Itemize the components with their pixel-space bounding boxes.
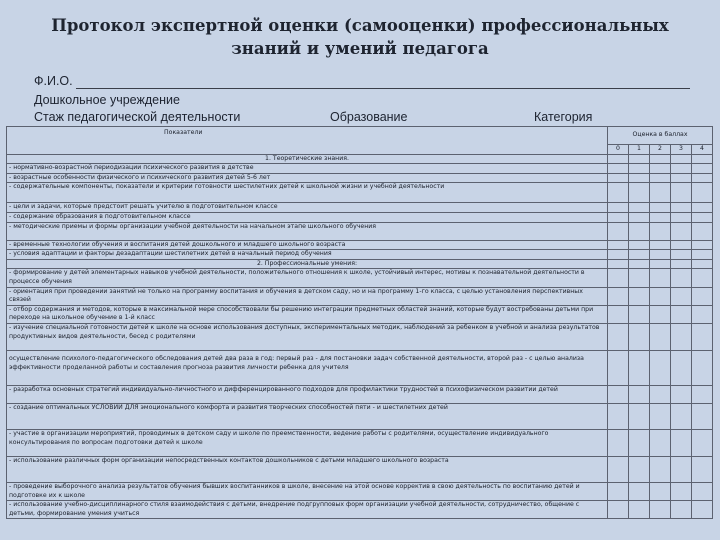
table-row — [7, 385, 713, 403]
score-cell[interactable] — [608, 403, 629, 429]
score-cell[interactable] — [650, 154, 671, 164]
score-cell[interactable] — [671, 183, 692, 203]
score-cell[interactable] — [629, 287, 650, 305]
indicators-header: Показатели — [7, 127, 608, 155]
score-cell[interactable] — [692, 154, 713, 164]
score-value-1: 1 — [629, 145, 650, 155]
indicator-cell: - отбор содержания и методов, которые в максимальной мере способствовали бы решению интеграции предметных областей знаний, которые будут востребованы детьми при переходе на школьное обучение в 1-й класс — [7, 305, 608, 323]
indicator-cell: - условия адаптации и факторы дезадаптации шестилетних детей в начальный период обучения — [7, 250, 608, 260]
score-cell[interactable] — [671, 240, 692, 250]
score-cell[interactable] — [608, 203, 629, 213]
score-cell[interactable] — [629, 164, 650, 174]
indicator-cell: - содержание образования в подготовительном классе — [7, 212, 608, 222]
education-label: Образование — [330, 110, 408, 124]
score-cell[interactable] — [671, 250, 692, 260]
score-cell[interactable] — [629, 154, 650, 164]
score-cell[interactable] — [650, 183, 671, 203]
indicator-cell: - проведение выборочного анализа результатов обучения бывших воспитанников в школе, внесение на этой основе корректив в свою деятельность по воспитанию детей и подготовке их к школе — [7, 482, 608, 500]
assessment-table — [6, 126, 713, 519]
score-cell[interactable] — [608, 173, 629, 183]
score-cell[interactable] — [650, 305, 671, 323]
score-cell[interactable] — [608, 222, 629, 240]
indicator-cell: - изучение специальной готовности детей к школе на основе использования доступных, экспериментальных методик, наблюдений за ребенком в учебной и анализа результатов продуктивных видов деятельности, бесед с родителями — [7, 323, 608, 350]
score-cell[interactable] — [629, 212, 650, 222]
score-cell[interactable] — [629, 259, 650, 269]
score-cell[interactable] — [671, 350, 692, 385]
score-cell[interactable] — [629, 173, 650, 183]
score-cell[interactable] — [608, 154, 629, 164]
score-value-0: 0 — [608, 145, 629, 155]
fio-underline — [76, 88, 690, 89]
score-cell[interactable] — [608, 323, 629, 350]
score-cell[interactable] — [692, 173, 713, 183]
score-value-2: 2 — [650, 145, 671, 155]
score-cell[interactable] — [692, 287, 713, 305]
score-cell[interactable] — [671, 482, 692, 500]
indicator-cell: - содержательные компоненты, показатели и критерии готовности шестилетних детей к школьной жизни и учебной деятельности — [7, 183, 608, 203]
score-cell[interactable] — [629, 501, 650, 519]
score-cell[interactable] — [629, 429, 650, 456]
score-cell[interactable] — [650, 350, 671, 385]
score-cell[interactable] — [650, 164, 671, 174]
indicator-cell: - ориентация при проведении занятий не только на программу воспитания и обучения в детском саду, но и на программу 1-го класса, с целью установления перспективных связей — [7, 287, 608, 305]
score-cell[interactable] — [608, 501, 629, 519]
score-cell[interactable] — [608, 212, 629, 222]
score-cell[interactable] — [629, 323, 650, 350]
score-cell[interactable] — [608, 259, 629, 269]
table-row — [7, 203, 713, 213]
indicator-cell: - методические приемы и формы организации учебной деятельности на начальном этапе школьного обучения — [7, 222, 608, 240]
indicator-cell: - разработка основных стратегий индивидуально-личностного и дифференцированного подходов для профилактики трудностей в психофизическом развитии детей — [7, 385, 608, 403]
score-cell[interactable] — [608, 250, 629, 260]
table-row — [7, 269, 713, 287]
table-row — [7, 164, 713, 174]
score-cell[interactable] — [692, 164, 713, 174]
score-cell[interactable] — [629, 240, 650, 250]
score-cell[interactable] — [671, 173, 692, 183]
score-cell[interactable] — [671, 259, 692, 269]
score-cell[interactable] — [692, 350, 713, 385]
table-row — [7, 323, 713, 350]
table-row — [7, 305, 713, 323]
table-row — [7, 250, 713, 260]
score-cell[interactable] — [650, 250, 671, 260]
table-row — [7, 482, 713, 500]
score-cell[interactable] — [650, 269, 671, 287]
score-cell[interactable] — [671, 212, 692, 222]
score-cell[interactable] — [692, 305, 713, 323]
title-line-2: знаний и умений педагога — [231, 39, 489, 58]
score-cell[interactable] — [692, 240, 713, 250]
score-cell[interactable] — [650, 287, 671, 305]
table-row — [7, 222, 713, 240]
score-cell[interactable] — [692, 429, 713, 456]
score-cell[interactable] — [671, 287, 692, 305]
section-row — [7, 259, 713, 269]
table-row — [7, 456, 713, 482]
score-cell[interactable] — [629, 305, 650, 323]
score-cell[interactable] — [629, 203, 650, 213]
score-cell[interactable] — [692, 203, 713, 213]
score-cell[interactable] — [671, 305, 692, 323]
indicator-cell: - создание оптимальных УСЛОВИЙ ДЛЯ эмоционального комфорта и развития творческих способностей пяти - и шестилетних детей — [7, 403, 608, 429]
section-title: 2. Профессиональные умения: — [7, 259, 608, 269]
score-cell[interactable] — [608, 183, 629, 203]
score-cell[interactable] — [671, 385, 692, 403]
indicator-cell: - нормативно-возрастной периодизации психического развития в детстве — [7, 164, 608, 174]
score-cell[interactable] — [671, 403, 692, 429]
indicator-cell: - возрастные особенности физического и психического развития детей 5-6 лет — [7, 173, 608, 183]
table-row — [7, 173, 713, 183]
score-cell[interactable] — [692, 403, 713, 429]
score-cell[interactable] — [671, 429, 692, 456]
score-cell[interactable] — [650, 222, 671, 240]
score-value-3: 3 — [671, 145, 692, 155]
score-cell[interactable] — [629, 385, 650, 403]
indicator-cell: - использование различных форм организации непосредственных контактов дошкольников с детьми младшего школьного возраста — [7, 456, 608, 482]
score-cell[interactable] — [650, 323, 671, 350]
score-cell[interactable] — [608, 269, 629, 287]
score-cell[interactable] — [650, 429, 671, 456]
score-cell[interactable] — [629, 183, 650, 203]
score-cell[interactable] — [692, 501, 713, 519]
score-cell[interactable] — [692, 385, 713, 403]
score-cell[interactable] — [608, 240, 629, 250]
indicator-cell: - участие в организации мероприятий, проводимых в детском саду и школе по преемственности, ведение работы с родителями, осуществление индивидуального консультирования по вопросам подготовки детей к школе — [7, 429, 608, 456]
category-label: Категория — [534, 110, 593, 124]
score-cell[interactable] — [608, 385, 629, 403]
score-cell[interactable] — [608, 350, 629, 385]
institution-label: Дошкольное учреждение — [34, 93, 180, 107]
table-row — [7, 212, 713, 222]
score-value-4: 4 — [692, 145, 713, 155]
score-cell[interactable] — [692, 269, 713, 287]
score-cell[interactable] — [650, 403, 671, 429]
score-cell[interactable] — [692, 259, 713, 269]
score-cell[interactable] — [650, 259, 671, 269]
table-row — [7, 501, 713, 519]
score-cell[interactable] — [629, 250, 650, 260]
title-line-1: Протокол экспертной оценки (самооценки) профессиональных — [51, 16, 669, 35]
score-cell[interactable] — [692, 482, 713, 500]
table-row — [7, 350, 713, 385]
score-cell[interactable] — [671, 269, 692, 287]
score-cell[interactable] — [692, 250, 713, 260]
score-cell[interactable] — [629, 482, 650, 500]
score-cell[interactable] — [692, 323, 713, 350]
table-row — [7, 429, 713, 456]
table-row — [7, 403, 713, 429]
indicator-cell: осуществление психолого-педагогического обследования детей два раза в год: первый раз - для постановки задач собственной деятельности, второй раз - с целью анализа эффективности проделанной работы и составления прогноза развития личности ребенка для учителя — [7, 350, 608, 385]
protocol-title — [0, 14, 720, 60]
score-cell[interactable] — [650, 482, 671, 500]
score-cell[interactable] — [671, 456, 692, 482]
score-cell[interactable] — [650, 385, 671, 403]
score-cell[interactable] — [608, 482, 629, 500]
indicator-cell: - временные технологии обучения и воспитания детей дошкольного и младшего школьного возраста — [7, 240, 608, 250]
score-cell[interactable] — [671, 164, 692, 174]
score-cell[interactable] — [629, 403, 650, 429]
score-cell[interactable] — [608, 305, 629, 323]
score-cell[interactable] — [650, 240, 671, 250]
score-cell[interactable] — [692, 212, 713, 222]
score-cell[interactable] — [650, 173, 671, 183]
experience-label: Стаж педагогической деятельности — [34, 110, 241, 124]
score-cell[interactable] — [608, 456, 629, 482]
score-cell[interactable] — [650, 501, 671, 519]
score-cell[interactable] — [650, 456, 671, 482]
score-cell[interactable] — [650, 212, 671, 222]
score-cell[interactable] — [650, 203, 671, 213]
table-row — [7, 287, 713, 305]
score-cell[interactable] — [692, 183, 713, 203]
score-cell[interactable] — [671, 154, 692, 164]
score-cell[interactable] — [629, 269, 650, 287]
score-cell[interactable] — [671, 222, 692, 240]
score-cell[interactable] — [671, 323, 692, 350]
score-cell[interactable] — [692, 222, 713, 240]
score-cell[interactable] — [692, 456, 713, 482]
section-title: 1. Теоретические знания. — [7, 154, 608, 164]
score-cell[interactable] — [608, 287, 629, 305]
table-header-row — [7, 127, 713, 145]
table-row — [7, 183, 713, 203]
score-cell[interactable] — [671, 203, 692, 213]
section-row — [7, 154, 713, 164]
score-cell[interactable] — [629, 456, 650, 482]
indicator-cell: - цели и задачи, которые предстоит решать учителю в подготовительном классе — [7, 203, 608, 213]
score-cell[interactable] — [608, 429, 629, 456]
indicator-cell: - формирование у детей элементарных навыков учебной деятельности, положительного отношения к школе, устойчивый интерес, мотивы к познавательной деятельности в процессе обучения — [7, 269, 608, 287]
score-cell[interactable] — [629, 222, 650, 240]
fio-label: Ф.И.О. — [34, 74, 73, 88]
score-cell[interactable] — [608, 164, 629, 174]
table-row — [7, 240, 713, 250]
score-header: Оценка в баллах — [608, 127, 713, 145]
indicator-cell: - использование учебно-дисциплинарного стиля взаимодействия с детьми, внедрение подгрупповых форм организации учебной деятельности, сотрудничество, общение с детьми, формирование умения учиться — [7, 501, 608, 519]
score-cell[interactable] — [629, 350, 650, 385]
score-cell[interactable] — [671, 501, 692, 519]
